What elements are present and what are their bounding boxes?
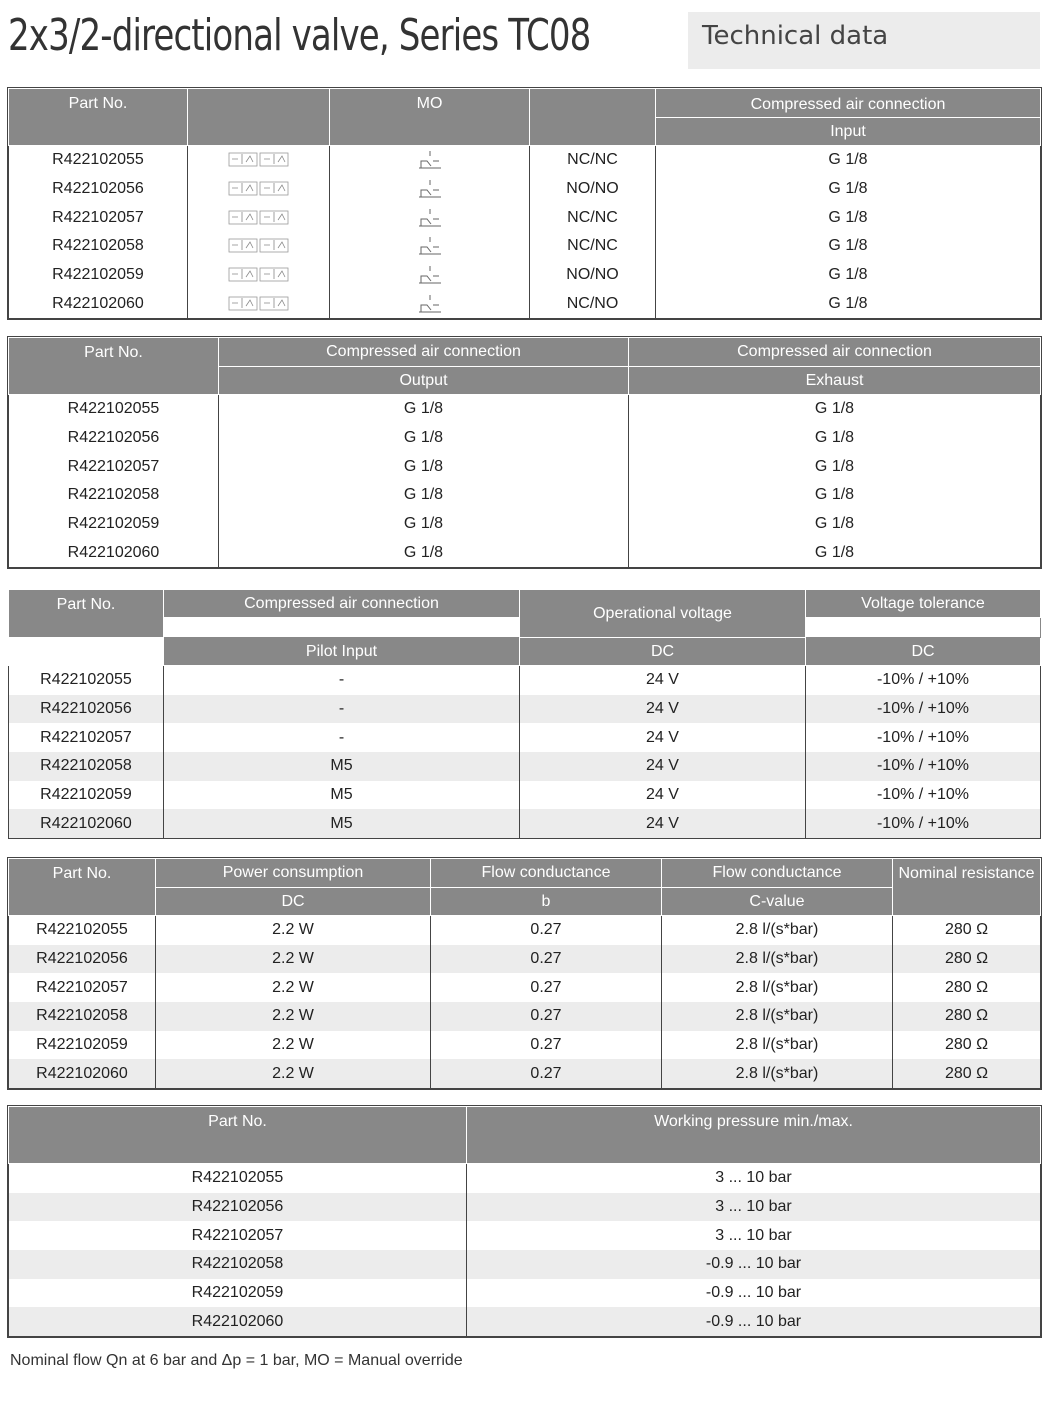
valve-symbol-icon [228,265,290,285]
operational-voltage: 24 V [520,666,806,695]
manual-override-icon [417,179,443,199]
header-symbol [188,89,330,146]
exhaust-connection: G 1/8 [629,510,1041,539]
voltage-tolerance: -10% / +10% [806,723,1041,752]
working-pressure: 3 ... 10 bar [467,1193,1041,1222]
part-number: R422102059 [9,1031,156,1060]
voltage-tolerance: -10% / +10% [806,781,1041,810]
header-flow-conductance: Flow conductance [662,859,893,888]
header-compressed-air: Compressed air connection [656,89,1041,118]
manual-override-cell [330,203,530,232]
nominal-resistance: 280 Ω [893,1002,1041,1031]
flow-conductance-c: 2.8 l/(s*bar) [662,973,893,1002]
page-title: 2x3/2-directional valve, Series TC08 [8,10,591,61]
operational-voltage: 24 V [520,695,806,724]
manual-override-cell [330,261,530,290]
valve-symbol-cell [188,289,330,318]
output-connection: G 1/8 [219,481,629,510]
header-exhaust: Exhaust [629,367,1041,395]
table-row [9,175,1041,204]
switching-position: NC/NO [530,289,656,318]
manual-override-icon [417,208,443,228]
valve-symbol-icon [228,208,290,228]
manual-override-cell [330,175,530,204]
part-number: R422102058 [9,232,188,261]
nominal-resistance: 280 Ω [893,1031,1041,1060]
output-connection: G 1/8 [219,395,629,424]
nominal-resistance: 280 Ω [893,973,1041,1002]
exhaust-connection: G 1/8 [629,481,1041,510]
pilot-input: M5 [164,752,520,781]
table-row [9,424,1041,453]
table-working-pressure [8,1106,1041,1337]
operational-voltage: 24 V [520,752,806,781]
table-row [9,916,1041,945]
table-row [9,261,1041,290]
header-part-no: Part No. [9,590,164,638]
pilot-input: M5 [164,809,520,838]
flow-conductance-b: 0.27 [431,916,662,945]
operational-voltage: 24 V [520,809,806,838]
header-compressed-air: Compressed air connection [219,338,629,367]
part-number: R422102056 [9,1193,467,1222]
manual-override-icon [417,265,443,285]
manual-override-cell [330,289,530,318]
header-compressed-air: Compressed air connection [164,590,520,618]
header-pilot-input: Pilot Input [164,638,520,666]
table-row [9,232,1041,261]
table-row [9,1279,1041,1308]
working-pressure: -0.9 ... 10 bar [467,1279,1041,1308]
voltage-tolerance: -10% / +10% [806,695,1041,724]
table-row [9,395,1041,424]
section-label: Technical data [688,12,1040,69]
input-connection: G 1/8 [656,146,1041,175]
part-number: R422102057 [9,973,156,1002]
part-number: R422102056 [9,945,156,974]
table-row [9,452,1041,481]
switching-position: NO/NO [530,175,656,204]
table-input [8,88,1041,319]
table-row [9,809,1041,838]
flow-conductance-b: 0.27 [431,973,662,1002]
part-number: R422102059 [9,781,164,810]
table-row [9,695,1041,724]
flow-conductance-c: 2.8 l/(s*bar) [662,1031,893,1060]
voltage-tolerance: -10% / +10% [806,809,1041,838]
part-number: R422102060 [9,1307,467,1336]
input-connection: G 1/8 [656,175,1041,204]
header-part-no: Part No. [9,859,156,916]
table-pilot-voltage [8,589,1041,839]
valve-symbol-cell [188,261,330,290]
flow-conductance-c: 2.8 l/(s*bar) [662,1002,893,1031]
table-row [9,781,1041,810]
header-voltage-tolerance: Voltage tolerance [806,590,1041,618]
table-row [9,510,1041,539]
table-row [9,289,1041,318]
part-number: R422102056 [9,424,219,453]
part-number: R422102055 [9,916,156,945]
switching-position: NC/NC [530,203,656,232]
table-row [9,1164,1041,1193]
header-mo: MO [330,89,530,146]
valve-symbol-icon [228,294,290,314]
table-row [9,666,1041,695]
header-part-no: Part No. [9,1107,467,1164]
flow-conductance-b: 0.27 [431,1002,662,1031]
working-pressure: 3 ... 10 bar [467,1221,1041,1250]
switching-position: NC/NC [530,232,656,261]
output-connection: G 1/8 [219,510,629,539]
flow-conductance-c: 2.8 l/(s*bar) [662,945,893,974]
footnote: Nominal flow Qn at 6 bar and Δp = 1 bar, MO = Manual override [10,1352,463,1369]
valve-symbol-cell [188,175,330,204]
part-number: R422102060 [9,538,219,567]
working-pressure: 3 ... 10 bar [467,1164,1041,1193]
table-row [9,1307,1041,1336]
header-dc: DC [806,638,1041,666]
table-row [9,203,1041,232]
header-operational-voltage: Operational voltage [520,590,806,638]
manual-override-icon [417,236,443,256]
flow-conductance-c: 2.8 l/(s*bar) [662,1059,893,1088]
part-number: R422102056 [9,175,188,204]
working-pressure: -0.9 ... 10 bar [467,1250,1041,1279]
header-working-pressure: Working pressure min./max. [467,1107,1041,1164]
input-connection: G 1/8 [656,232,1041,261]
exhaust-connection: G 1/8 [629,395,1041,424]
power-consumption: 2.2 W [156,1002,431,1031]
manual-override-icon [417,294,443,314]
table-row [9,1193,1041,1222]
header-part-no: Part No. [9,338,219,395]
output-connection: G 1/8 [219,538,629,567]
nominal-resistance: 280 Ω [893,945,1041,974]
table-row [9,1002,1041,1031]
operational-voltage: 24 V [520,781,806,810]
part-number: R422102055 [9,146,188,175]
operational-voltage: 24 V [520,723,806,752]
table-output-exhaust [8,337,1041,568]
exhaust-connection: G 1/8 [629,538,1041,567]
table-row [9,146,1041,175]
part-number: R422102057 [9,452,219,481]
input-connection: G 1/8 [656,203,1041,232]
power-consumption: 2.2 W [156,945,431,974]
nominal-resistance: 280 Ω [893,916,1041,945]
manual-override-cell [330,232,530,261]
part-number: R422102057 [9,1221,467,1250]
pilot-input: - [164,666,520,695]
part-number: R422102055 [9,395,219,424]
voltage-tolerance: -10% / +10% [806,752,1041,781]
flow-conductance-b: 0.27 [431,1059,662,1088]
part-number: R422102060 [9,289,188,318]
header-flow-conductance: Flow conductance [431,859,662,888]
voltage-tolerance: -10% / +10% [806,666,1041,695]
header-b: b [431,888,662,916]
part-number: R422102058 [9,1250,467,1279]
table-row [9,723,1041,752]
table-row [9,752,1041,781]
table-row [9,1031,1041,1060]
flow-conductance-b: 0.27 [431,1031,662,1060]
input-connection: G 1/8 [656,289,1041,318]
header-c-value: C-value [662,888,893,916]
part-number: R422102058 [9,752,164,781]
pilot-input: - [164,695,520,724]
header-output: Output [219,367,629,395]
table-row [9,538,1041,567]
part-number: R422102058 [9,481,219,510]
power-consumption: 2.2 W [156,1031,431,1060]
part-number: R422102057 [9,723,164,752]
part-number: R422102058 [9,1002,156,1031]
part-number: R422102055 [9,666,164,695]
pilot-input: - [164,723,520,752]
output-connection: G 1/8 [219,452,629,481]
valve-symbol-cell [188,203,330,232]
table-power-flow [8,858,1041,1089]
switching-position: NC/NC [530,146,656,175]
exhaust-connection: G 1/8 [629,452,1041,481]
table-row [9,1221,1041,1250]
valve-symbol-icon [228,179,290,199]
table-row [9,973,1041,1002]
table-row [9,1250,1041,1279]
power-consumption: 2.2 W [156,1059,431,1088]
part-number: R422102055 [9,1164,467,1193]
header-nominal-resistance: Nominal resistance [893,859,1041,916]
output-connection: G 1/8 [219,424,629,453]
power-consumption: 2.2 W [156,973,431,1002]
part-number: R422102056 [9,695,164,724]
input-connection: G 1/8 [656,261,1041,290]
manual-override-cell [330,146,530,175]
valve-symbol-cell [188,146,330,175]
flow-conductance-c: 2.8 l/(s*bar) [662,916,893,945]
header-position [530,89,656,146]
switching-position: NO/NO [530,261,656,290]
part-number: R422102059 [9,261,188,290]
part-number: R422102060 [9,1059,156,1088]
manual-override-icon [417,150,443,170]
table-row [9,1059,1041,1088]
working-pressure: -0.9 ... 10 bar [467,1307,1041,1336]
pilot-input: M5 [164,781,520,810]
part-number: R422102060 [9,809,164,838]
exhaust-connection: G 1/8 [629,424,1041,453]
flow-conductance-b: 0.27 [431,945,662,974]
nominal-resistance: 280 Ω [893,1059,1041,1088]
valve-symbol-icon [228,236,290,256]
valve-symbol-icon [228,150,290,170]
part-number: R422102059 [9,1279,467,1308]
header-dc: DC [156,888,431,916]
table-row [9,481,1041,510]
part-number: R422102059 [9,510,219,539]
valve-symbol-cell [188,232,330,261]
table-row [9,945,1041,974]
header-compressed-air: Compressed air connection [629,338,1041,367]
header-part-no: Part No. [9,89,188,146]
header-power-consumption: Power consumption [156,859,431,888]
part-number: R422102057 [9,203,188,232]
header-input: Input [656,118,1041,146]
power-consumption: 2.2 W [156,916,431,945]
header-dc: DC [520,638,806,666]
